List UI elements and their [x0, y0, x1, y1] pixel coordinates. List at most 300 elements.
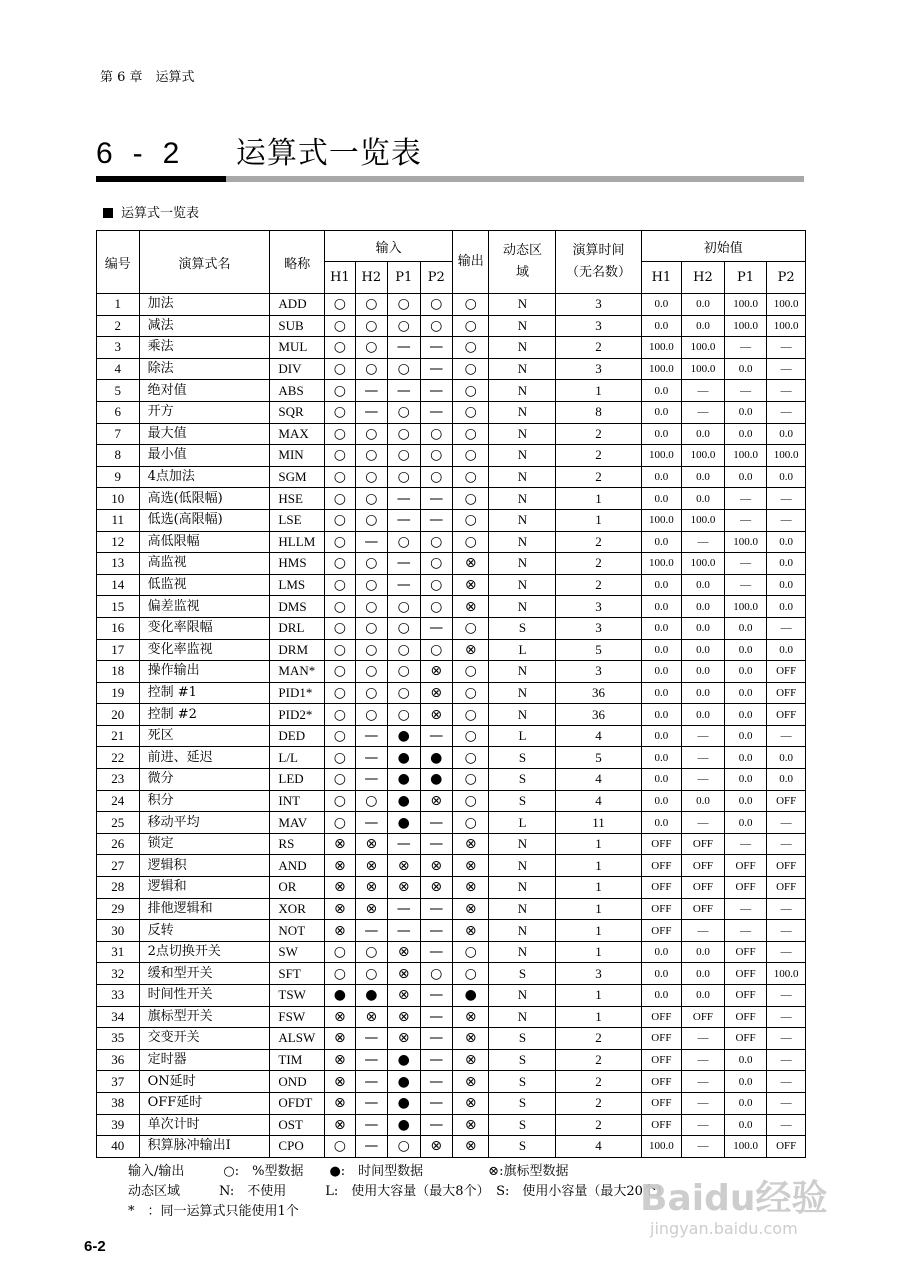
cell-in-h2: —: [355, 1092, 387, 1114]
cell-name: 逻辑积: [139, 855, 270, 877]
cell-dynamic: N: [489, 553, 556, 575]
cell-init-p2: —: [767, 1049, 806, 1071]
cell-init-p1: 0.0: [724, 661, 767, 683]
cell-time: 3: [556, 358, 641, 380]
cell-name: 排他逻辑和: [139, 898, 270, 920]
cell-in-h1: ○: [325, 725, 355, 747]
cell-in-h2: ○: [355, 488, 387, 510]
cell-abbr: LED: [270, 769, 325, 791]
cell-in-h1: ○: [325, 315, 355, 337]
table-row: [97, 725, 806, 747]
cell-abbr: ALSW: [270, 1028, 325, 1050]
cell-init-p2: —: [767, 1092, 806, 1114]
cell-no: 5: [97, 380, 140, 402]
cell-init-p1: 0.0: [724, 466, 767, 488]
legend-io: 输入/输出 ○: %型数据 ●: 时间型数据 ⊗:旗标型数据: [128, 1164, 569, 1179]
cell-output: ○: [452, 682, 489, 704]
cell-abbr: XOR: [270, 898, 325, 920]
cell-init-p1: 0.0: [724, 790, 767, 812]
cell-init-p2: —: [767, 985, 806, 1007]
cell-abbr: MAV: [270, 812, 325, 834]
cell-in-p2: —: [420, 941, 452, 963]
cell-in-h2: ⊗: [355, 1006, 387, 1028]
cell-init-h2: —: [682, 769, 725, 791]
cell-in-h1: ○: [325, 531, 355, 553]
cell-output: ⊗: [452, 553, 489, 575]
cell-init-p2: OFF: [767, 682, 806, 704]
cell-name: 变化率限幅: [139, 617, 270, 639]
cell-init-h2: —: [682, 380, 725, 402]
cell-time: 1: [556, 920, 641, 942]
cell-no: 22: [97, 747, 140, 769]
cell-abbr: RS: [270, 833, 325, 855]
cell-init-p1: —: [724, 337, 767, 359]
cell-no: 40: [97, 1136, 140, 1158]
cell-name: 高低限幅: [139, 531, 270, 553]
cell-init-h1: OFF: [641, 1092, 682, 1114]
operation-table: [96, 230, 806, 1158]
cell-time: 1: [556, 985, 641, 1007]
cell-init-p2: OFF: [767, 790, 806, 812]
cell-init-p1: 0.0: [724, 812, 767, 834]
cell-init-h1: 0.0: [641, 380, 682, 402]
cell-in-p1: —: [388, 553, 420, 575]
cell-in-p2: —: [420, 1071, 452, 1093]
table-row: [97, 769, 806, 791]
cell-no: 25: [97, 812, 140, 834]
table-row: [97, 574, 806, 596]
cell-init-h1: 0.0: [641, 812, 682, 834]
cell-in-p1: ○: [388, 596, 420, 618]
cell-time: 3: [556, 294, 641, 316]
cell-abbr: OR: [270, 877, 325, 899]
cell-in-p2: —: [420, 380, 452, 402]
cell-no: 37: [97, 1071, 140, 1093]
cell-time: 3: [556, 617, 641, 639]
cell-no: 27: [97, 855, 140, 877]
cell-init-p2: 0.0: [767, 747, 806, 769]
cell-dynamic: N: [489, 466, 556, 488]
cell-no: 23: [97, 769, 140, 791]
table-row: [97, 1028, 806, 1050]
cell-in-h2: —: [355, 1049, 387, 1071]
cell-in-p1: ⊗: [388, 1006, 420, 1028]
cell-output: ○: [452, 315, 489, 337]
cell-dynamic: L: [489, 725, 556, 747]
cell-init-h1: OFF: [641, 833, 682, 855]
cell-init-p2: —: [767, 941, 806, 963]
cell-in-h2: ○: [355, 941, 387, 963]
cell-in-h2: ●: [355, 985, 387, 1007]
cell-dynamic: N: [489, 315, 556, 337]
cell-in-h2: ⊗: [355, 877, 387, 899]
cell-dynamic: N: [489, 898, 556, 920]
cell-init-h1: OFF: [641, 920, 682, 942]
cell-dynamic: N: [489, 682, 556, 704]
cell-name: 最小值: [139, 445, 270, 467]
cell-in-p2: —: [420, 1092, 452, 1114]
cell-in-h2: ○: [355, 963, 387, 985]
cell-init-p2: —: [767, 898, 806, 920]
cell-dynamic: N: [489, 596, 556, 618]
header-time: 演算时间（无名数）: [556, 231, 641, 294]
cell-init-h1: OFF: [641, 1006, 682, 1028]
cell-init-h2: —: [682, 1071, 725, 1093]
header-abbr: 略称: [270, 231, 325, 294]
cell-init-p1: 100.0: [724, 294, 767, 316]
cell-time: 2: [556, 1049, 641, 1071]
cell-init-h1: OFF: [641, 1049, 682, 1071]
cell-init-h2: 0.0: [682, 617, 725, 639]
cell-init-p2: 0.0: [767, 639, 806, 661]
table-row: [97, 294, 806, 316]
cell-time: 2: [556, 1028, 641, 1050]
table-row: [97, 877, 806, 899]
cell-in-h2: ○: [355, 639, 387, 661]
cell-in-p1: —: [388, 337, 420, 359]
cell-in-h2: ○: [355, 682, 387, 704]
cell-init-p2: —: [767, 1006, 806, 1028]
cell-name: 交变开关: [139, 1028, 270, 1050]
cell-no: 17: [97, 639, 140, 661]
cell-init-h1: OFF: [641, 1028, 682, 1050]
cell-in-h1: ⊗: [325, 877, 355, 899]
cell-output: ○: [452, 963, 489, 985]
cell-init-p2: —: [767, 1028, 806, 1050]
cell-name: 乘法: [139, 337, 270, 359]
cell-in-h1: ○: [325, 553, 355, 575]
cell-dynamic: N: [489, 574, 556, 596]
cell-in-p1: ⊗: [388, 877, 420, 899]
cell-init-p1: 0.0: [724, 401, 767, 423]
cell-name: 缓和型开关: [139, 963, 270, 985]
cell-init-h2: 0.0: [682, 941, 725, 963]
cell-init-p2: OFF: [767, 877, 806, 899]
cell-time: 3: [556, 596, 641, 618]
cell-no: 36: [97, 1049, 140, 1071]
table-row: [97, 315, 806, 337]
cell-init-p1: 0.0: [724, 1071, 767, 1093]
cell-init-h1: 0.0: [641, 725, 682, 747]
cell-time: 2: [556, 574, 641, 596]
cell-init-p2: —: [767, 725, 806, 747]
cell-output: ○: [452, 661, 489, 683]
cell-in-p1: ○: [388, 294, 420, 316]
cell-in-p2: —: [420, 617, 452, 639]
cell-name: 积分: [139, 790, 270, 812]
cell-init-p2: 0.0: [767, 574, 806, 596]
table-row: [97, 920, 806, 942]
cell-init-h2: 100.0: [682, 553, 725, 575]
cell-in-h1: ⊗: [325, 1071, 355, 1093]
cell-in-h2: —: [355, 920, 387, 942]
cell-output: ○: [452, 294, 489, 316]
table-row: [97, 488, 806, 510]
cell-dynamic: S: [489, 1071, 556, 1093]
cell-init-h1: 0.0: [641, 941, 682, 963]
cell-init-p1: 0.0: [724, 769, 767, 791]
cell-in-p2: —: [420, 812, 452, 834]
cell-init-h1: 0.0: [641, 423, 682, 445]
cell-init-h1: 100.0: [641, 358, 682, 380]
cell-init-h2: 0.0: [682, 596, 725, 618]
cell-in-h1: ○: [325, 423, 355, 445]
title-rule-dark: [96, 176, 226, 182]
cell-dynamic: N: [489, 509, 556, 531]
cell-output: ○: [452, 509, 489, 531]
cell-init-h1: 100.0: [641, 509, 682, 531]
table-row: [97, 1114, 806, 1136]
header-init-h1: H1: [641, 262, 682, 294]
cell-dynamic: S: [489, 1114, 556, 1136]
cell-no: 26: [97, 833, 140, 855]
cell-dynamic: N: [489, 358, 556, 380]
cell-name: 减法: [139, 315, 270, 337]
cell-no: 6: [97, 401, 140, 423]
cell-init-p1: OFF: [724, 985, 767, 1007]
cell-dynamic: N: [489, 985, 556, 1007]
cell-init-h2: 100.0: [682, 358, 725, 380]
cell-dynamic: N: [489, 337, 556, 359]
cell-in-h1: ○: [325, 682, 355, 704]
cell-init-p1: OFF: [724, 1006, 767, 1028]
table-row: [97, 553, 806, 575]
table-row: [97, 380, 806, 402]
cell-in-h2: ○: [355, 509, 387, 531]
cell-in-p2: ●: [420, 769, 452, 791]
cell-init-p2: —: [767, 833, 806, 855]
cell-in-h1: ⊗: [325, 920, 355, 942]
cell-in-p1: ○: [388, 639, 420, 661]
table-row: [97, 747, 806, 769]
cell-in-h1: ⊗: [325, 1114, 355, 1136]
cell-output: ⊗: [452, 1071, 489, 1093]
table-row: [97, 1071, 806, 1093]
cell-name: 旗标型开关: [139, 1006, 270, 1028]
table-body: [97, 294, 806, 1158]
cell-time: 4: [556, 725, 641, 747]
cell-init-h1: 0.0: [641, 985, 682, 1007]
cell-init-h1: OFF: [641, 898, 682, 920]
cell-init-p1: OFF: [724, 963, 767, 985]
cell-in-p2: —: [420, 898, 452, 920]
cell-abbr: PID1*: [270, 682, 325, 704]
table-row: [97, 1092, 806, 1114]
cell-in-p2: ○: [420, 445, 452, 467]
cell-name: 偏差监视: [139, 596, 270, 618]
cell-dynamic: L: [489, 639, 556, 661]
cell-in-h1: ○: [325, 812, 355, 834]
legend-note: * ：同一运算式只能使用1个: [128, 1204, 299, 1219]
cell-dynamic: N: [489, 380, 556, 402]
cell-init-h1: 0.0: [641, 639, 682, 661]
cell-init-h2: —: [682, 1092, 725, 1114]
cell-init-h1: 0.0: [641, 790, 682, 812]
cell-init-h2: 0.0: [682, 985, 725, 1007]
cell-name: 开方: [139, 401, 270, 423]
cell-output: ⊗: [452, 574, 489, 596]
cell-in-p1: ⊗: [388, 941, 420, 963]
cell-init-p2: —: [767, 812, 806, 834]
cell-in-p1: ●: [388, 790, 420, 812]
cell-init-h1: 100.0: [641, 1136, 682, 1158]
cell-in-p2: —: [420, 1028, 452, 1050]
cell-output: ○: [452, 812, 489, 834]
cell-init-p2: 0.0: [767, 531, 806, 553]
cell-init-h2: —: [682, 401, 725, 423]
cell-init-p2: 0.0: [767, 553, 806, 575]
cell-in-p1: —: [388, 898, 420, 920]
cell-dynamic: N: [489, 941, 556, 963]
cell-in-h1: ○: [325, 358, 355, 380]
cell-name: 控制 #1: [139, 682, 270, 704]
cell-name: 高监视: [139, 553, 270, 575]
cell-no: 4: [97, 358, 140, 380]
cell-in-p1: ○: [388, 661, 420, 683]
cell-name: OFF延时: [139, 1092, 270, 1114]
cell-output: ○: [452, 790, 489, 812]
cell-in-h1: ⊗: [325, 1006, 355, 1028]
cell-init-h1: 0.0: [641, 596, 682, 618]
cell-in-p2: —: [420, 358, 452, 380]
cell-in-h2: ○: [355, 574, 387, 596]
cell-in-h2: —: [355, 380, 387, 402]
cell-in-h1: ○: [325, 747, 355, 769]
cell-init-p1: 0.0: [724, 639, 767, 661]
cell-abbr: OST: [270, 1114, 325, 1136]
cell-no: 33: [97, 985, 140, 1007]
cell-init-h2: OFF: [682, 855, 725, 877]
cell-name: 微分: [139, 769, 270, 791]
cell-time: 1: [556, 833, 641, 855]
cell-name: 积算脉冲输出I: [139, 1136, 270, 1158]
cell-output: ⊗: [452, 1114, 489, 1136]
cell-name: 高选(低限幅): [139, 488, 270, 510]
cell-in-p1: ●: [388, 725, 420, 747]
cell-init-h2: —: [682, 1114, 725, 1136]
cell-name: 控制 #2: [139, 704, 270, 726]
cell-init-h2: 0.0: [682, 963, 725, 985]
watermark-url: jingyan.baidu.com: [650, 1219, 798, 1238]
cell-dynamic: S: [489, 769, 556, 791]
cell-init-h2: —: [682, 531, 725, 553]
cell-no: 14: [97, 574, 140, 596]
cell-abbr: SQR: [270, 401, 325, 423]
cell-name: 操作输出: [139, 661, 270, 683]
cell-init-h1: 100.0: [641, 337, 682, 359]
cell-output: ⊗: [452, 639, 489, 661]
cell-abbr: DRL: [270, 617, 325, 639]
cell-in-h1: ○: [325, 574, 355, 596]
cell-in-p2: —: [420, 401, 452, 423]
header-in-p1: P1: [388, 262, 420, 294]
cell-in-h2: ○: [355, 315, 387, 337]
cell-in-p1: ⊗: [388, 963, 420, 985]
cell-init-h2: 0.0: [682, 488, 725, 510]
cell-in-h2: —: [355, 1114, 387, 1136]
cell-in-h1: ⊗: [325, 898, 355, 920]
cell-init-p2: 0.0: [767, 466, 806, 488]
cell-in-p2: ⊗: [420, 1136, 452, 1158]
table-row: [97, 790, 806, 812]
cell-in-p2: ○: [420, 315, 452, 337]
cell-in-p1: ○: [388, 401, 420, 423]
cell-init-p1: 0.0: [724, 747, 767, 769]
cell-init-p2: —: [767, 337, 806, 359]
cell-init-p1: 0.0: [724, 1092, 767, 1114]
cell-init-p2: —: [767, 488, 806, 510]
table-row: [97, 358, 806, 380]
cell-output: ○: [452, 725, 489, 747]
cell-in-h1: ●: [325, 985, 355, 1007]
cell-in-h2: —: [355, 747, 387, 769]
title-rule-gray: [226, 176, 804, 182]
cell-init-p2: —: [767, 920, 806, 942]
cell-no: 32: [97, 963, 140, 985]
cell-init-h1: OFF: [641, 877, 682, 899]
cell-dynamic: S: [489, 1028, 556, 1050]
cell-output: ⊗: [452, 596, 489, 618]
cell-abbr: SUB: [270, 315, 325, 337]
cell-dynamic: N: [489, 661, 556, 683]
cell-time: 2: [556, 1114, 641, 1136]
cell-time: 1: [556, 877, 641, 899]
cell-init-h2: 100.0: [682, 337, 725, 359]
cell-in-h2: —: [355, 1028, 387, 1050]
cell-abbr: AND: [270, 855, 325, 877]
table-row: [97, 466, 806, 488]
cell-init-h2: OFF: [682, 898, 725, 920]
cell-time: 2: [556, 553, 641, 575]
cell-in-p2: —: [420, 920, 452, 942]
cell-in-h2: ○: [355, 358, 387, 380]
cell-name: 锁定: [139, 833, 270, 855]
cell-dynamic: S: [489, 1136, 556, 1158]
cell-no: 2: [97, 315, 140, 337]
cell-in-h2: —: [355, 769, 387, 791]
cell-no: 10: [97, 488, 140, 510]
cell-init-h1: 0.0: [641, 704, 682, 726]
cell-output: ⊗: [452, 833, 489, 855]
cell-init-p2: OFF: [767, 661, 806, 683]
cell-no: 35: [97, 1028, 140, 1050]
cell-init-h1: 0.0: [641, 963, 682, 985]
table-row: [97, 704, 806, 726]
cell-init-h1: OFF: [641, 1114, 682, 1136]
cell-in-p2: ○: [420, 553, 452, 575]
cell-init-h1: 0.0: [641, 617, 682, 639]
cell-in-h2: ○: [355, 423, 387, 445]
cell-no: 12: [97, 531, 140, 553]
cell-init-p1: 100.0: [724, 596, 767, 618]
cell-init-h2: 0.0: [682, 704, 725, 726]
cell-time: 1: [556, 509, 641, 531]
cell-in-h1: ○: [325, 509, 355, 531]
cell-dynamic: N: [489, 294, 556, 316]
table-row: [97, 661, 806, 683]
cell-abbr: TIM: [270, 1049, 325, 1071]
cell-init-h2: —: [682, 1049, 725, 1071]
cell-no: 19: [97, 682, 140, 704]
header-in-h2: H2: [355, 262, 387, 294]
cell-abbr: DMS: [270, 596, 325, 618]
cell-in-h1: ○: [325, 488, 355, 510]
cell-in-p1: ⊗: [388, 855, 420, 877]
cell-init-h2: 0.0: [682, 661, 725, 683]
cell-abbr: DIV: [270, 358, 325, 380]
cell-dynamic: N: [489, 423, 556, 445]
watermark: [640, 1170, 827, 1238]
